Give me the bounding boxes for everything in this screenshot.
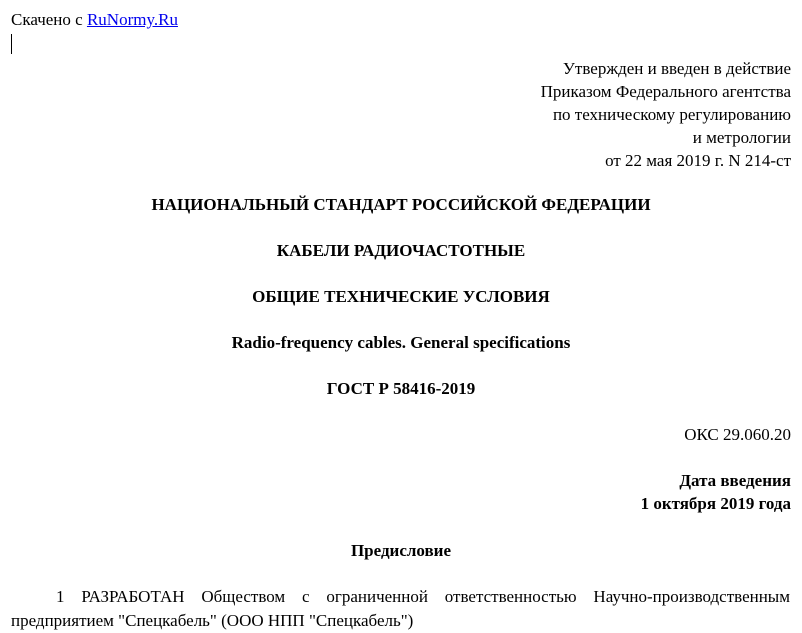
standard-name: КАБЕЛИ РАДИОЧАСТОТНЫЕ <box>276 241 526 260</box>
source-prefix: Скачено с <box>11 10 87 29</box>
runormy-link[interactable]: RuNormy.Ru <box>86 10 178 29</box>
standard-header: НАЦИОНАЛЬНЫЙ СТАНДАРТ РОССИЙСКОЙ ФЕДЕРАЦИИ <box>151 195 651 214</box>
standard-english-title: Radio-frequency cables. General specifications <box>231 333 571 352</box>
intro-date-label: Дата введения <box>679 471 791 490</box>
approval-line: по техническому регулированию <box>552 105 791 124</box>
standard-subtitle: ОБЩИЕ ТЕХНИЧЕСКИЕ УСЛОВИЯ <box>252 287 550 306</box>
preface-heading: Предисловие <box>350 541 452 560</box>
intro-date-value: 1 октября 2019 года <box>640 494 791 513</box>
preface-paragraph: 1 РАЗРАБОТАН Обществом с ограниченной ответственностью Научно-производственным предприятием "Спецкабель" (ООО НПП "Спецкабель") <box>11 587 790 630</box>
standard-code: ГОСТ Р 58416-2019 <box>326 379 476 398</box>
approval-line: Утвержден и введен в действие <box>562 59 791 78</box>
source-line <box>11 10 178 30</box>
approval-line: Приказом Федерального агентства <box>540 82 791 101</box>
oks-code: ОКС 29.060.20 <box>684 425 791 444</box>
text-cursor <box>11 34 12 54</box>
approval-block <box>541 57 791 172</box>
approval-line: и метрологии <box>692 128 791 147</box>
approval-line: от 22 мая 2019 г. N 214-ст <box>605 151 791 170</box>
